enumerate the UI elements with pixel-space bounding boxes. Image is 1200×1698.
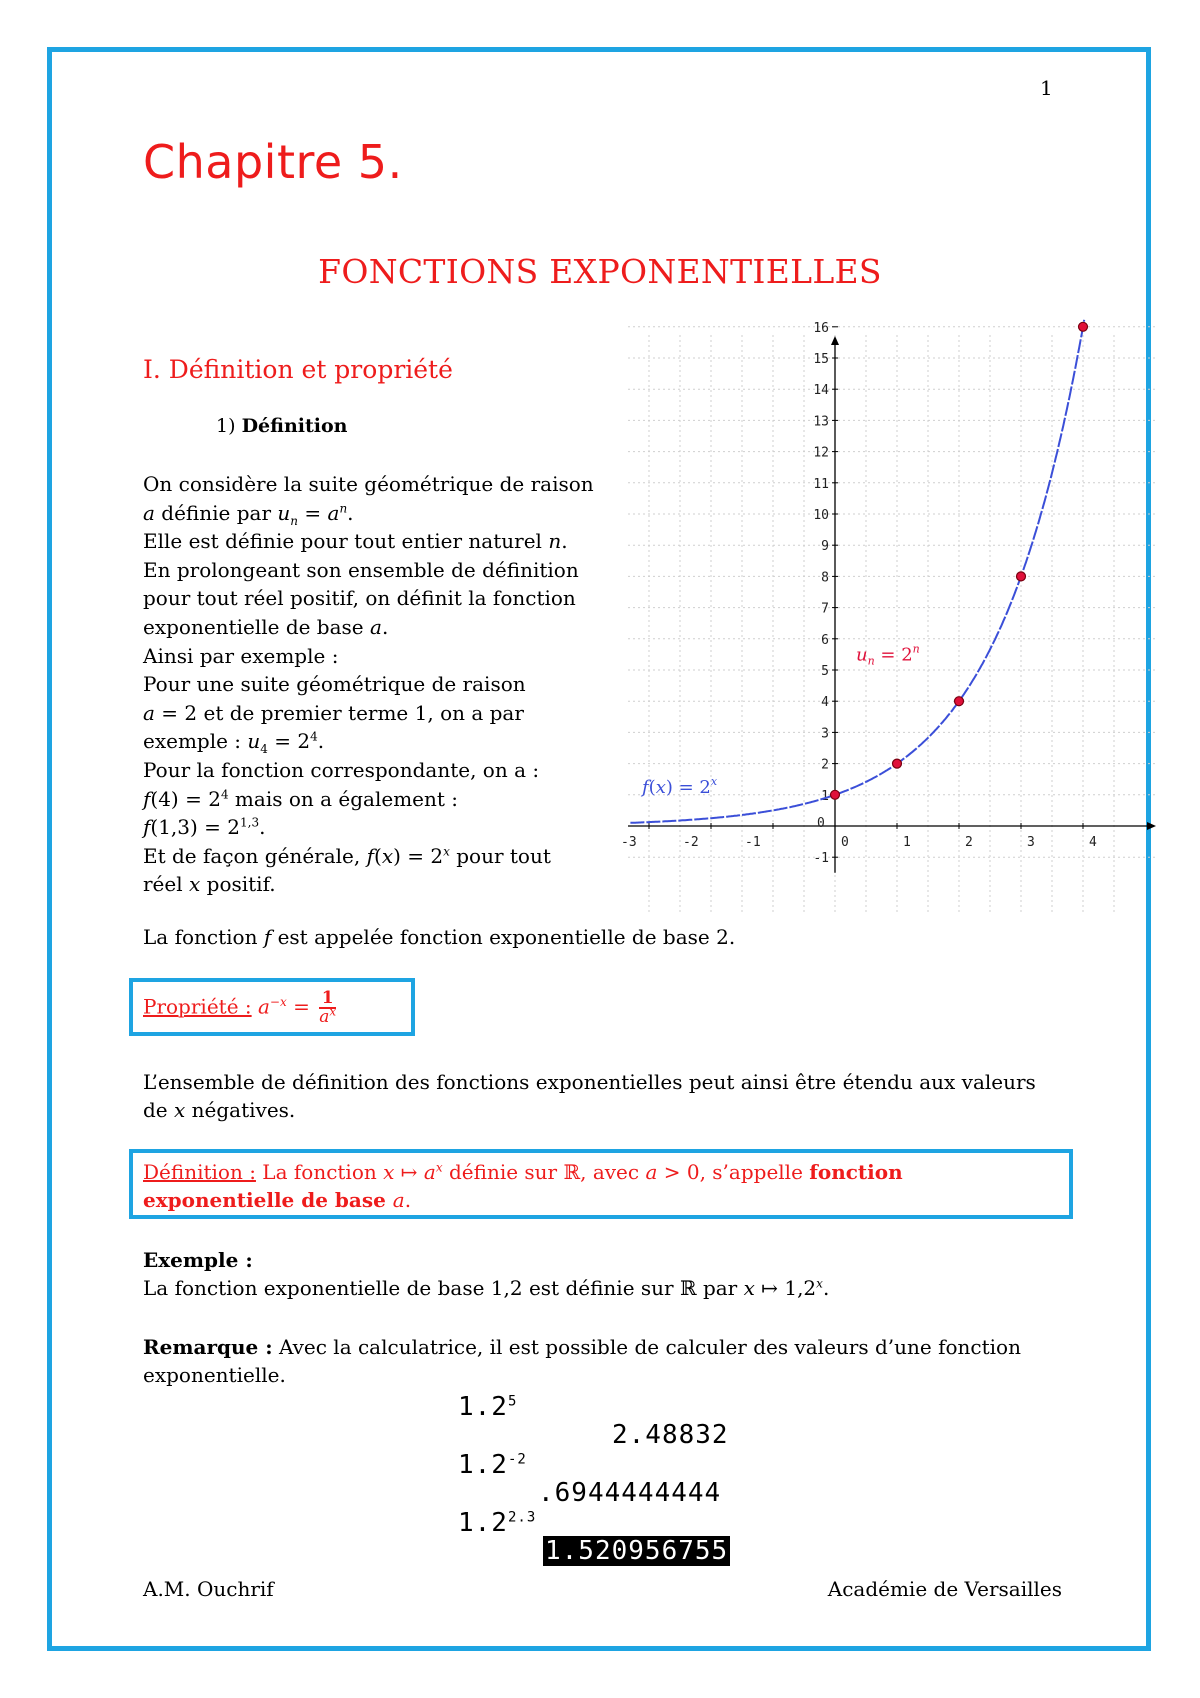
bold-text: fonction bbox=[809, 1160, 903, 1184]
intro-line bbox=[143, 842, 633, 871]
remark-block bbox=[143, 1333, 1021, 1389]
intro-line bbox=[143, 699, 633, 728]
math-var: u bbox=[247, 729, 261, 754]
y-tick-label: 1 bbox=[821, 788, 829, 804]
conclusion-text bbox=[143, 925, 735, 949]
text: Elle est définie pour tout entier naturel bbox=[143, 529, 549, 554]
text: . bbox=[822, 1276, 830, 1300]
subsection-heading bbox=[216, 415, 347, 437]
property-label: Propriété : bbox=[143, 994, 252, 1019]
y-axis-arrow bbox=[831, 336, 839, 345]
sequence-point bbox=[831, 790, 840, 799]
text: exponentielle. bbox=[143, 1363, 286, 1387]
text: ) = 2 bbox=[393, 843, 444, 868]
text: définie sur ℝ, avec bbox=[442, 1160, 646, 1184]
math-exp: n bbox=[339, 500, 348, 515]
x-tick-label: -2 bbox=[683, 835, 699, 850]
text: = bbox=[286, 994, 317, 1019]
math-sub: 4 bbox=[260, 742, 268, 757]
text: Et de façon générale, bbox=[143, 843, 367, 868]
label-part: n bbox=[912, 642, 920, 656]
calc-result: 2.48832 bbox=[612, 1420, 729, 1450]
calc-result bbox=[543, 1536, 730, 1566]
intro-line bbox=[143, 785, 633, 814]
label-part: ) = 2 bbox=[665, 776, 711, 798]
bold-text: exponentielle de base bbox=[143, 1188, 393, 1212]
text: L’ensemble de définition des fonctions exponentielles peut ainsi être étendu aux valeurs bbox=[143, 1070, 1036, 1094]
math-var: u bbox=[277, 500, 291, 525]
text: positif. bbox=[200, 872, 276, 897]
calc-base: 1.2 bbox=[458, 1508, 508, 1538]
text: de bbox=[143, 1098, 174, 1122]
x-tick-label: 0 bbox=[841, 835, 849, 850]
document-title: FONCTIONS EXPONENTIELLES bbox=[318, 252, 882, 291]
text: ↦ bbox=[394, 1160, 424, 1184]
calc-base: 1.2 bbox=[458, 1392, 508, 1422]
math-var: x bbox=[189, 872, 201, 897]
math-exp: 4 bbox=[220, 786, 229, 801]
calc-input bbox=[458, 1508, 536, 1538]
text: définie par bbox=[154, 500, 278, 525]
sequence-point bbox=[893, 759, 902, 768]
math-exp: x bbox=[443, 844, 450, 859]
sequence-point bbox=[955, 697, 964, 706]
y-tick-label: 6 bbox=[821, 632, 829, 648]
label-part: = 2 bbox=[874, 644, 913, 666]
text: > 0, s’appelle bbox=[657, 1160, 810, 1184]
math-exp: x bbox=[329, 1004, 337, 1019]
math-sub: n bbox=[290, 513, 299, 528]
math-var: x bbox=[383, 1160, 395, 1184]
math-var: a bbox=[143, 500, 155, 525]
chapter-title: Chapitre 5. bbox=[143, 135, 403, 189]
y-tick-label: 9 bbox=[821, 539, 829, 555]
x-tick-label: 4 bbox=[1089, 835, 1097, 850]
math-exp: 4 bbox=[310, 729, 318, 744]
y-tick-label: 13 bbox=[813, 414, 829, 430]
intro-line bbox=[143, 670, 633, 699]
math-var: f bbox=[263, 925, 272, 949]
text-line bbox=[143, 1158, 903, 1186]
y-tick-label: 12 bbox=[813, 445, 829, 461]
math-var: f bbox=[143, 786, 151, 811]
intro-line bbox=[143, 499, 633, 528]
text: . bbox=[404, 1188, 412, 1212]
text: réel bbox=[143, 872, 189, 897]
text: . bbox=[381, 614, 389, 639]
text: On considère la suite géométrique de raison bbox=[143, 472, 594, 496]
intro-line bbox=[143, 642, 633, 671]
calc-input bbox=[458, 1392, 517, 1422]
page-number: 1 bbox=[1040, 76, 1053, 100]
y-tick-label: 3 bbox=[821, 726, 829, 742]
text: . bbox=[317, 729, 325, 754]
y-tick-label: 7 bbox=[821, 601, 829, 617]
definition-label: Définition : bbox=[143, 1160, 256, 1184]
function-curve bbox=[630, 320, 1084, 823]
text: pour tout réel positif, on définit la fonction bbox=[143, 586, 576, 611]
label-part: x bbox=[710, 774, 718, 788]
math-var: a bbox=[423, 1160, 436, 1184]
intro-line bbox=[143, 556, 633, 585]
section-heading: I. Définition et propriété bbox=[143, 355, 453, 384]
definition-text bbox=[143, 1158, 903, 1214]
text: est appelée fonction exponentielle de base 2. bbox=[271, 925, 736, 949]
y-tick-label: 2 bbox=[821, 757, 829, 773]
sequence-point bbox=[1017, 572, 1026, 581]
math-var: a bbox=[319, 1007, 330, 1027]
intro-line bbox=[143, 813, 633, 842]
y-tick-label: 10 bbox=[813, 508, 829, 523]
calc-base: 1.2 bbox=[458, 1450, 508, 1480]
intro-paragraph bbox=[143, 470, 633, 899]
text-line bbox=[143, 1096, 1036, 1124]
text: ↦ 1,2 bbox=[754, 1276, 817, 1300]
subsection-number: 1) bbox=[216, 415, 236, 437]
text: La fonction bbox=[255, 1160, 384, 1184]
x-tick-label: 1 bbox=[903, 835, 911, 850]
math-var: f bbox=[366, 843, 374, 868]
y-tick-label: 11 bbox=[813, 476, 829, 492]
math-var: a bbox=[392, 1188, 405, 1212]
intro-line bbox=[143, 470, 633, 499]
calc-input bbox=[458, 1450, 527, 1480]
math-var: a bbox=[327, 500, 340, 525]
y-tick-label: -1 bbox=[813, 851, 829, 867]
y-tick-label: 14 bbox=[813, 383, 829, 399]
text: En prolongeant son ensemble de définition bbox=[143, 557, 579, 582]
label-part: f bbox=[642, 776, 649, 798]
x-tick-label: 3 bbox=[1027, 835, 1035, 850]
sequence-point bbox=[1079, 322, 1088, 331]
calc-result-highlighted: 1.520956755 bbox=[545, 1536, 729, 1566]
text: = bbox=[298, 500, 328, 525]
text: exponentielle de base bbox=[143, 614, 370, 639]
fraction-denominator bbox=[319, 1004, 337, 1027]
x-tick-label: -1 bbox=[745, 835, 761, 850]
text: . bbox=[347, 500, 354, 525]
y-tick-label: 8 bbox=[821, 570, 829, 586]
intro-line bbox=[143, 584, 633, 613]
text: (4) = 2 bbox=[150, 786, 221, 811]
math-var: x bbox=[743, 1276, 755, 1300]
x-axis-arrow bbox=[1147, 822, 1156, 830]
text: . bbox=[259, 815, 266, 840]
calc-result: .6944444444 bbox=[538, 1478, 722, 1508]
math-var: x bbox=[174, 1098, 186, 1122]
text: = 2 et de premier terme 1, on a par bbox=[154, 700, 524, 725]
y-tick-label: 0 bbox=[817, 816, 825, 831]
label-part: u bbox=[856, 644, 868, 666]
text: pour tout bbox=[449, 843, 551, 868]
fraction-numerator: 1 bbox=[319, 990, 336, 1009]
text: = 2 bbox=[267, 729, 311, 754]
intro-line bbox=[143, 727, 633, 756]
text: négatives. bbox=[185, 1098, 296, 1122]
property-text bbox=[143, 990, 336, 1026]
label-part: n bbox=[867, 654, 875, 668]
label-part: ( bbox=[648, 776, 656, 798]
text: Ainsi par exemple : bbox=[143, 643, 339, 668]
text: Pour une suite géométrique de raison bbox=[143, 672, 526, 697]
fraction bbox=[319, 990, 336, 1026]
intro-line bbox=[143, 756, 633, 785]
y-tick-label: 4 bbox=[821, 695, 829, 711]
text: Pour la fonction correspondante, on a : bbox=[143, 757, 540, 782]
x-tick-label: -3 bbox=[621, 835, 637, 850]
text: mais on a également : bbox=[228, 786, 459, 811]
curve-label bbox=[640, 775, 718, 798]
text: La fonction exponentielle de base 1,2 est définie sur ℝ par bbox=[143, 1276, 744, 1300]
math-var: a bbox=[645, 1160, 658, 1184]
calc-exponent: 5 bbox=[507, 1393, 518, 1410]
exponential-graph bbox=[621, 320, 1158, 915]
intro-line bbox=[143, 870, 633, 899]
text-line bbox=[143, 1274, 829, 1302]
text: . bbox=[561, 529, 568, 554]
example-label: Exemple : bbox=[143, 1248, 253, 1272]
math-var: x bbox=[381, 843, 394, 868]
x-tick-label: 2 bbox=[965, 835, 973, 850]
math-var: a bbox=[257, 994, 270, 1019]
text: Avec la calculatrice, il est possible de calculer des valeurs d’une fonction bbox=[272, 1335, 1021, 1359]
text: (1,3) = 2 bbox=[150, 815, 241, 840]
calc-exponent: -2 bbox=[507, 1451, 527, 1468]
footer-author: A.M. Ouchrif bbox=[143, 1577, 274, 1601]
sequence-label bbox=[856, 643, 920, 668]
math-var: a bbox=[370, 614, 382, 639]
math-exp: x bbox=[816, 1276, 823, 1291]
intro-line bbox=[143, 527, 633, 556]
label-part: x bbox=[655, 776, 666, 798]
example-block bbox=[143, 1246, 829, 1302]
remark-label: Remarque : bbox=[143, 1335, 273, 1359]
math-exp: −x bbox=[269, 994, 287, 1009]
footer-institution: Académie de Versailles bbox=[827, 1577, 1062, 1601]
y-tick-label: 5 bbox=[821, 664, 829, 679]
math-var: n bbox=[548, 529, 562, 554]
text: La fonction bbox=[143, 925, 264, 949]
math-var: a bbox=[143, 700, 155, 725]
intro-line bbox=[143, 613, 633, 642]
y-tick-label: 15 bbox=[813, 352, 829, 367]
math-exp: x bbox=[435, 1160, 443, 1175]
math-var: f bbox=[143, 815, 151, 840]
extension-paragraph bbox=[143, 1068, 1036, 1124]
text: exemple : bbox=[143, 729, 248, 754]
subsection-label: Définition bbox=[241, 415, 348, 437]
y-tick-label: 16 bbox=[813, 320, 829, 336]
math-exp: 1,3 bbox=[240, 815, 260, 830]
text-line bbox=[143, 1186, 903, 1214]
calc-exponent: 2.3 bbox=[507, 1509, 537, 1526]
text: ( bbox=[374, 843, 382, 868]
text-line bbox=[143, 1333, 1021, 1361]
